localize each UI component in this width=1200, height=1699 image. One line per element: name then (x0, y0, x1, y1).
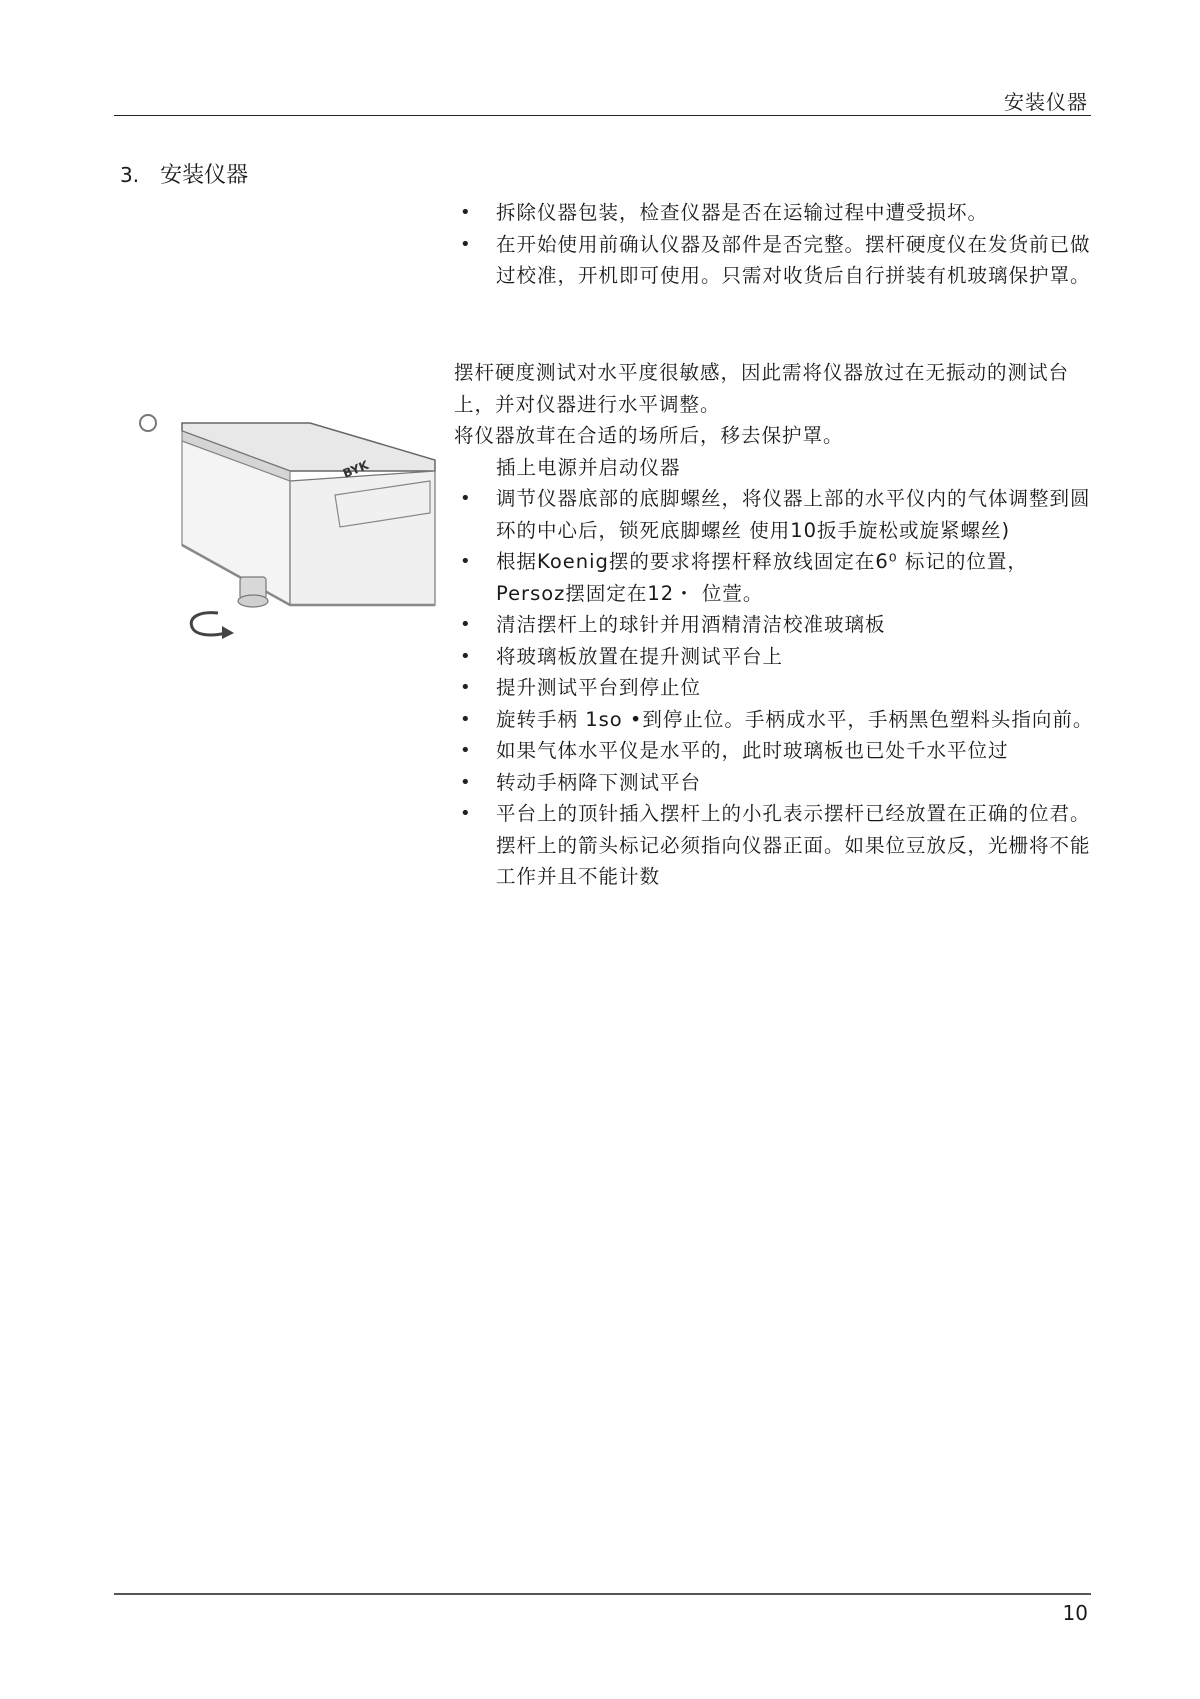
section-heading (120, 158, 248, 189)
intro-list (454, 197, 1094, 292)
page-number: 10 (1062, 1601, 1088, 1625)
list-item: • 拆除仪器包装，检查仪器是否在运输过程中遭受损坏。 (454, 197, 1094, 229)
leveling-paragraph (454, 357, 1094, 483)
list-item: • 将玻璃板放置在提升测试平台上 (454, 641, 1094, 673)
footer-rule (114, 1593, 1091, 1595)
steps-list (454, 483, 1094, 893)
section-number: 3. (120, 163, 140, 187)
rotate-arrow-icon (191, 613, 226, 635)
list-item: • 如果气体水平仪是水平的，此时玻璃板也已处千水平位过 (454, 735, 1094, 767)
running-header: 安装仪器 (1004, 90, 1088, 114)
list-item: • 提升测试平台到停止位 (454, 672, 1094, 704)
list-item: • 清洁摆杆上的球针并用酒精清洁校准玻璃板 (454, 609, 1094, 641)
brand-logo: BYK (340, 457, 371, 481)
list-item: • 转动手柄降下测试平台 (454, 767, 1094, 799)
paragraph-line: 将仪器放茸在合适的场所后，移去保护罩。 (454, 424, 844, 447)
section-title: 安装仪器 (160, 163, 249, 188)
list-item: • 根据Koenig摆的要求将摆杆释放线固定在6⁰ 标记的位置，Persoz摆固定在12・ 位萱。 (454, 546, 1094, 609)
list-item: • 调节仪器底部的底脚螺丝，将仪器上部的水平仪内的气体调整到圆环的中心后，锁死底脚螺丝 使用10扳手旋松或旋紧螺丝) (454, 483, 1094, 546)
header-rule (114, 115, 1091, 116)
paragraph-line: 摆杆硬度测试对水平度很敏感，因此需将仪器放过在无振动的测试台上，并对仪器进行水平调整。 (454, 361, 1070, 416)
instrument-drawing (130, 405, 440, 680)
list-item: • 平台上的顶针插入摆杆上的小孔表示摆杆已经放置在正确的位君。摆杆上的箭头标记必须指向仪器正面。如果位豆放反，光栅将不能工作并且不能计数 (454, 798, 1094, 893)
list-item: • 在开始使用前确认仪器及部件是否完整。摆杆硬度仪在发货前已做过校准，开机即可使用。只需对收货后自行拼装有机玻璃保护罩。 (454, 229, 1094, 292)
paragraph-line: 插上电源并启动仪器 (496, 455, 681, 479)
list-item: • 旋转手柄 1so •到停止位。手柄成水平，手柄黑色塑料头指向前。 (454, 704, 1094, 736)
circle-marker-icon (140, 415, 156, 431)
instrument-illustration (130, 405, 440, 680)
